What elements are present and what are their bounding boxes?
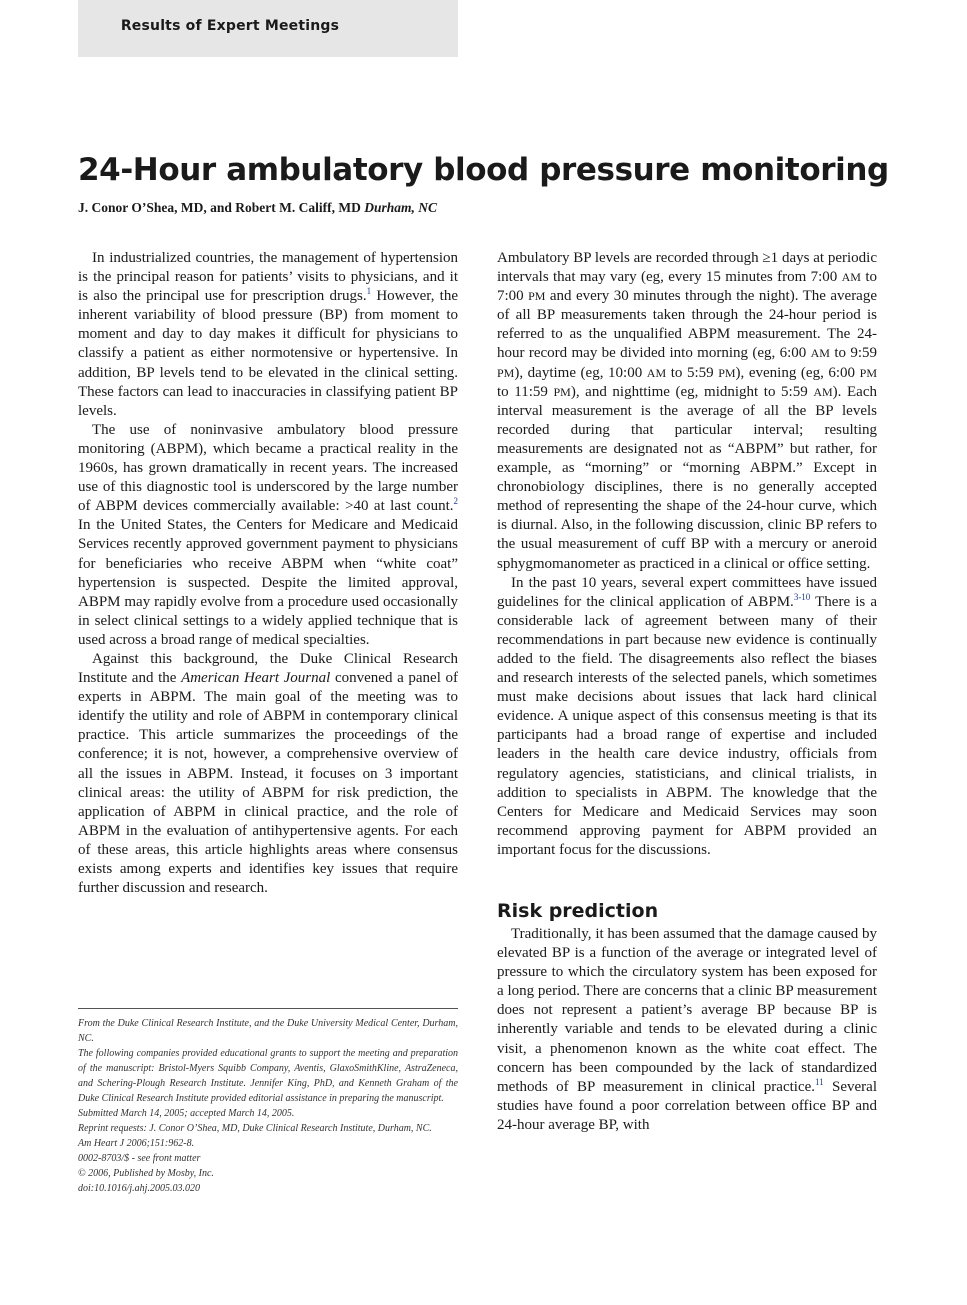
reference-link[interactable]: 3-10	[793, 591, 811, 602]
footnote-reprint: Reprint requests: J. Conor O’Shea, MD, Duke Clinical Research Institute, Durham, NC.	[78, 1123, 432, 1134]
section-label: Results of Expert Meetings	[120, 18, 340, 34]
am-label: AM	[841, 270, 861, 285]
am-label: AM	[813, 384, 833, 399]
text-run: to 5:59	[666, 364, 719, 381]
right-column	[497, 249, 877, 1135]
section-heading-risk-prediction: Risk prediction	[497, 900, 659, 922]
text-run: ), daytime (eg, 10:00	[514, 364, 647, 381]
am-label: AM	[646, 365, 667, 380]
byline	[78, 200, 437, 216]
text-run: In industrialized countries, the management of hypertension is the principal reason for patients’ visits to physicians, and it is also the principal use for prescription drugs.	[78, 250, 458, 305]
text-run: ), evening (eg, 6:00	[735, 364, 860, 381]
pm-label: PM	[497, 365, 515, 380]
footnotes	[78, 1016, 458, 1196]
text-run: In the United States, the Centers for Medicare and Medicaid Services recently approved government payment to physicians for beneficiaries who receive ABPM when “white coat” hypertension is suspected. Despite the limited approval, ABPM may rapidly evolve from a procedure used occasionally in select clinical settings to a widely applied technique that is used across a broad range of medical specialties.	[78, 517, 458, 648]
pm-label: PM	[553, 384, 571, 399]
text-run: ). Each interval measurement is the average of all the BP levels recorded during that particular interval; resulting measurements are designated not as “ABPM” but rather, for example, as “morning” or “morning ABPM.” Except in chronobiology disciplines, there is no generally accepted method of representing the shape of the 24-hour curve, which is diurnal. Also, in the following discussion, clinic BP refers to the usual measurement of cuff BP with a mercury or aneroid sphygmomanometer as practiced in a clinical or office setting.	[497, 383, 877, 572]
text-run: to 7:00	[497, 269, 877, 305]
footnote-copyright: © 2006, Published by Mosby, Inc.	[78, 1168, 214, 1179]
text-run: However, the inherent variability of blood pressure (BP) from moment to moment and day to day makes it difficult for physicians to classify a patient as either normotensive or hypertensive. In addition, BP levels tend to be elevated in the clinical setting. These factors can lead to inaccuracies in classifying patient BP levels.	[78, 288, 458, 419]
footnote-citation: Am Heart J 2006;151:962-8.	[78, 1138, 195, 1149]
pm-label: PM	[859, 365, 877, 380]
footnote-issn: 0002-8703/$ - see front matter	[78, 1153, 201, 1164]
paragraph	[497, 249, 877, 574]
paragraph	[78, 249, 458, 421]
footnote-submitted: Submitted March 14, 2005; accepted March 14, 2005.	[78, 1108, 295, 1119]
reference-link[interactable]: 11	[815, 1076, 824, 1087]
paragraph	[497, 574, 877, 860]
authors: J. Conor O’Shea, MD, and Robert M. Califf, MD	[78, 200, 361, 215]
text-run: Ambulatory BP levels are recorded through ≥1 days at periodic intervals that may vary (eg, every 15 minutes from 7:00	[497, 250, 877, 286]
paragraph	[497, 925, 877, 1135]
text-run: ), and nighttime (eg, midnight to 5:59	[570, 383, 814, 400]
am-label: AM	[810, 346, 830, 361]
author-location: Durham, NC	[364, 200, 438, 215]
text-run: and every 30 minutes through the night). The average of all BP measurements taken through the 24-hour period is referred to as the unqualified ABPM measurement. The 24-hour record may be divided into morning (eg, 6:00	[497, 288, 878, 362]
text-run: The use of noninvasive ambulatory blood pressure monitoring (ABPM), which became a practical reality in the 1960s, has grown dramatically in recent years. The increased use of this diagnostic tool is underscored by the large number of ABPM devices commercially available: >40 at last count.	[78, 421, 458, 515]
text-run: Traditionally, it has been assumed that the damage caused by elevated BP is a function of the average or integrated level of pressure to which the circulatory system has been exposed for a long period. There are concerns that a clinic BP measurement does not represent a patient’s average BP because BP is inherently variable and tends to be elevated during a clinic visit, a phenomenon known as the white coat effect. The concern has been compounded by the lack of standardized methods of BP measurement in clinical practice.	[497, 926, 877, 1095]
footnote-funding: The following companies provided educational grants to support the meeting and preparation of the manuscript: Bristol-Myers Squibb Company, Aventis, GlaxoSmithKline, AstraZeneca, and Schering-Plough Research Institute. Jennifer King, PhD, and Kenneth Graham of the Duke Clinical Research Institute provided editorial assistance in preparing the manuscript.	[78, 1048, 458, 1104]
text-run: to 11:59	[497, 383, 554, 400]
text-run: Against this background, the Duke Clinical Research Institute and the	[78, 650, 458, 687]
text-run: In the past 10 years, several expert committees have issued guidelines for the clinical application of ABPM.	[497, 574, 877, 610]
text-run: There is a considerable lack of agreement between many of their recommendations in part because new evidence is continually added to the field. The disagreements also reflect the biases and research interests of the selected panels, which sometimes must make decisions about issues that lack hard clinical evidence. A unique aspect of this consensus meeting is that its participants had a broad range of expertise and included leaders in the health care device industry, officials from regulatory agencies, statisticians, and clinical trialists, in addition to specialists in ABPM. The knowledge that the Centers for Medicare and Medicaid Services may soon recommend approving payment for ABPM provided an important focus for the discussions.	[497, 593, 877, 858]
left-column	[78, 249, 458, 898]
pm-label: PM	[528, 289, 546, 304]
paragraph	[78, 650, 458, 898]
text-run: to 9:59	[829, 345, 877, 362]
article-title: 24-Hour ambulatory blood pressure monitoring	[78, 152, 889, 188]
footnote-divider	[78, 1008, 458, 1009]
footnote-doi[interactable]: doi:10.1016/j.ahj.2005.03.020	[78, 1183, 200, 1194]
reference-link[interactable]: 2	[453, 496, 458, 507]
reference-link[interactable]: 1	[366, 286, 372, 297]
journal-name: American Heart Journal	[181, 670, 331, 687]
pm-label: PM	[718, 365, 736, 380]
paragraph	[78, 421, 458, 650]
text-run: convened a panel of experts in ABPM. The main goal of the meeting was to identify the utility and role of ABPM in contemporary clinical practice. This article summarizes the proceedings of the conference; it is not, however, a comprehensive overview of all the issues in ABPM. Instead, it focuses on 3 important clinical areas: the utility of ABPM for risk prediction, the application of ABPM in clinical practice, and the role of ABPM in the evaluation of antihypertensive agents. For each of these areas, this article highlights areas where consensus exists among experts and identifies key issues that require further discussion and research.	[78, 670, 458, 897]
text-run: Several studies have found a poor correlation between office BP and 24-hour average BP, with	[497, 1078, 878, 1133]
footnote-affiliation: From the Duke Clinical Research Institute, and the Duke University Medical Center, Durham, NC.	[78, 1018, 458, 1044]
